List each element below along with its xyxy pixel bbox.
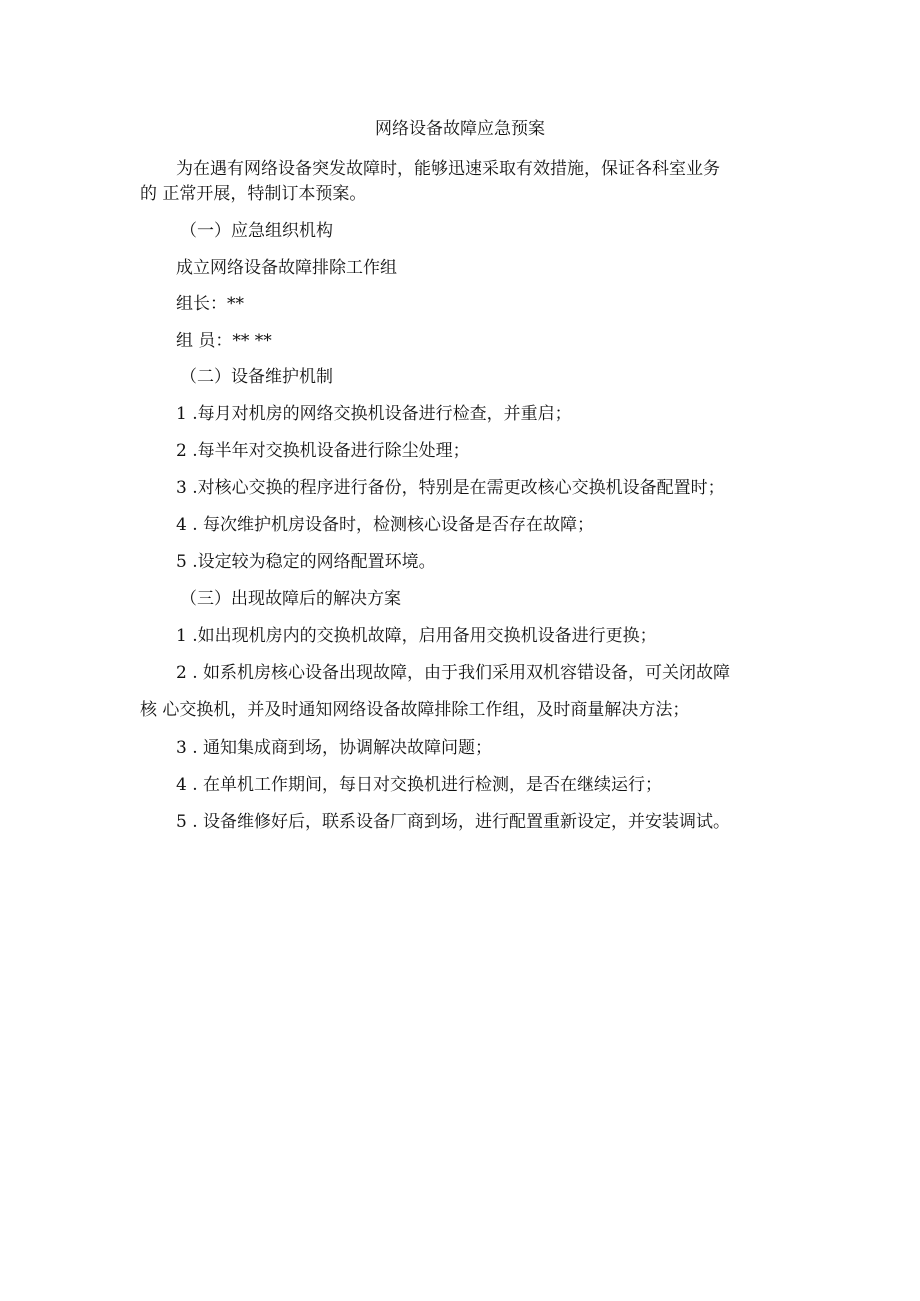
maintenance-item-1: 1 .每月对机房的网络交换机设备进行检查，并重启； (176, 404, 572, 424)
maintenance-item-5: 5 .设定较为稳定的网络配置环境。 (176, 552, 436, 572)
section-heading-maintenance: （二）设备维护机制 (180, 367, 333, 387)
solution-item-4: 4 . 在单机工作期间，每日对交换机进行检测，是否在继续运行； (176, 775, 663, 795)
document-title: 网络设备故障应急预案 (375, 119, 545, 139)
maintenance-item-3: 3 .对核心交换的程序进行备份，特别是在需更改核心交换机设备配置时； (176, 478, 725, 498)
solution-item-2: 2 . 如系机房核心设备出现故障，由于我们采用双机容错设备，可关闭故障 (176, 663, 731, 683)
solution-item-5: 5 . 设备维修好后，联系设备厂商到场，进行配置重新设定，并安装调试。 (176, 812, 731, 832)
intro-paragraph-line-2: 的 正常开展，特制订本预案。 (140, 184, 367, 204)
section-heading-solutions: （三）出现故障后的解决方案 (180, 589, 401, 609)
organization-leader-line: 组长：** (176, 294, 244, 314)
organization-line: 成立网络设备故障排除工作组 (176, 258, 397, 278)
maintenance-item-2: 2 .每半年对交换机设备进行除尘处理； (176, 441, 470, 461)
solution-item-3: 3 . 通知集成商到场，协调解决故障问题； (176, 738, 493, 758)
solution-item-2-continued: 核 心交换机，并及时通知网络设备故障排除工作组，及时商量解决方法； (140, 700, 690, 720)
section-heading-organization: （一）应急组织机构 (180, 221, 333, 241)
solution-item-1: 1 .如出现机房内的交换机故障，启用备用交换机设备进行更换； (176, 626, 657, 646)
organization-members-line: 组 员：** ** (176, 331, 272, 351)
intro-paragraph-line-1: 为在遇有网络设备突发故障时，能够迅速采取有效措施，保证各科室业务 (176, 159, 720, 179)
maintenance-item-4: 4 . 每次维护机房设备时，检测核心设备是否存在故障； (176, 515, 595, 535)
